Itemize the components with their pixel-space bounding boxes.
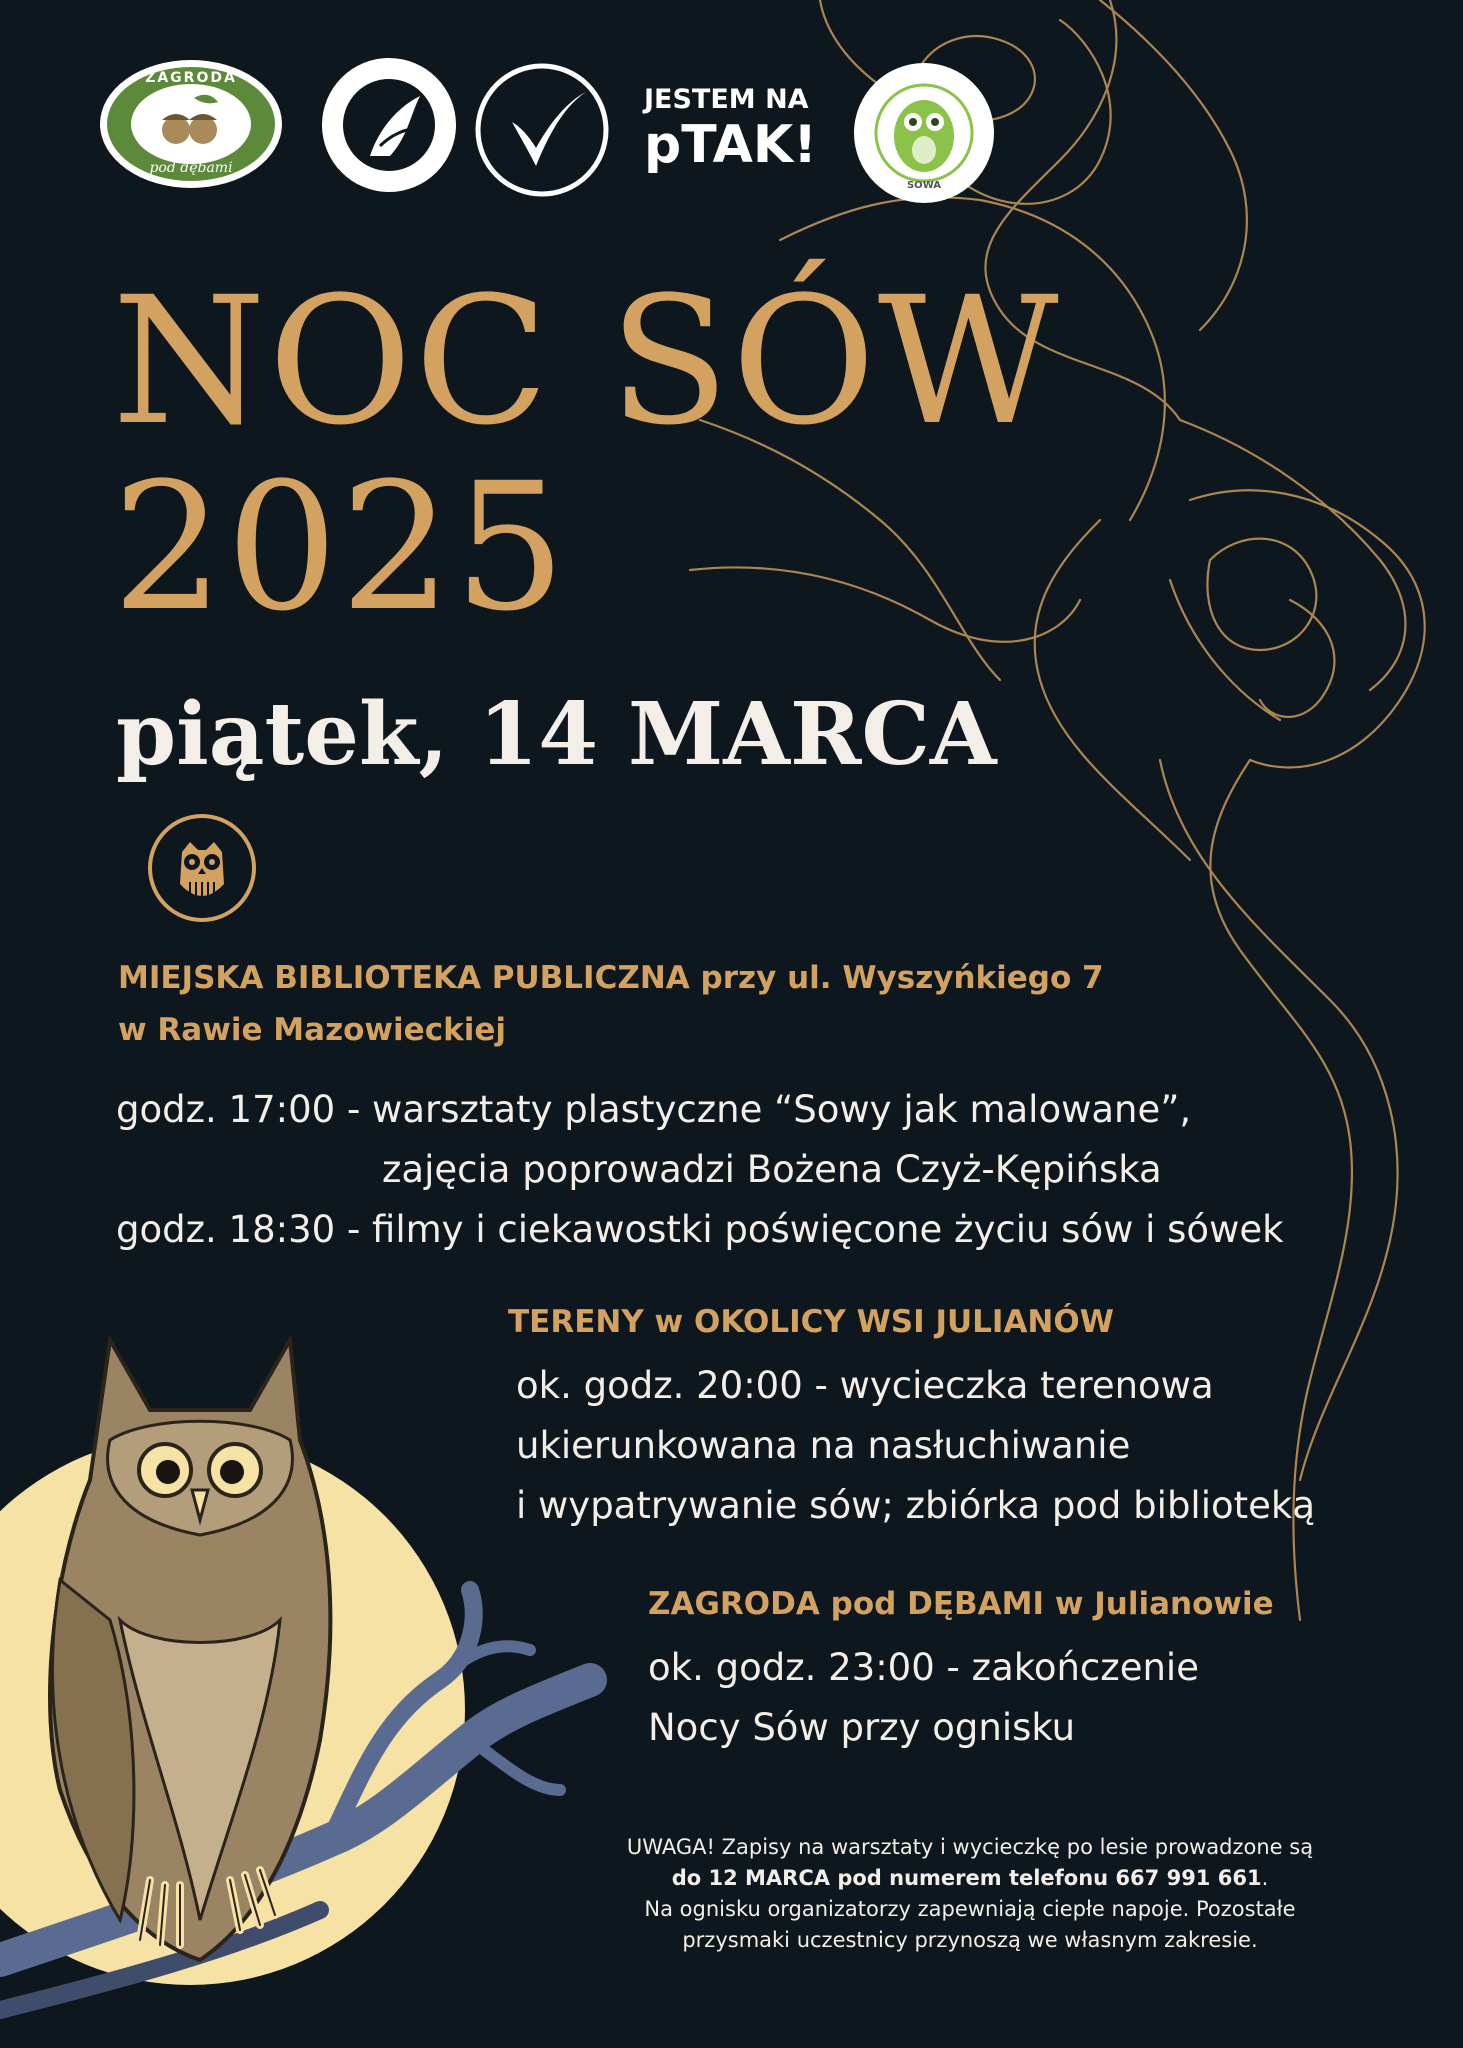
section1-line2: zajęcia poprowadzi Bożena Czyż-Kępińska — [382, 1148, 1162, 1191]
note-line2-end: . — [1261, 1866, 1269, 1890]
zagroda-logo-bottom-text: pod dębami — [149, 160, 233, 176]
ptak-logo-line2: pTAK! — [644, 115, 817, 175]
note-line3: Na ognisku organizatorzy zapewniają ciepłe napoje. Pozostałe — [644, 1897, 1296, 1921]
sowa-logo-bottom-text: SOWA — [906, 180, 942, 191]
title-line2: 2025 — [112, 445, 568, 650]
sowa-logo — [853, 62, 995, 204]
section1-heading-line1: MIEJSKA BIBLIOTEKA PUBLICZNA przy ul. Wyszyńkiego 7 — [118, 960, 1104, 996]
section3-line2: Nocy Sów przy ognisku — [648, 1706, 1076, 1749]
note-line1: UWAGA! Zapisy na warsztaty i wycieczkę po lesie prowadzone są — [626, 1835, 1314, 1859]
ptak-logo-line1: JESTEM NA — [644, 84, 809, 115]
section1-line1: godz. 17:00 - warsztaty plastyczne “Sowy jak malowane”, — [116, 1088, 1192, 1131]
library-logo — [320, 56, 458, 194]
note-line2 — [520, 1863, 1420, 1894]
section2-line2: ukierunkowana na nasłuchiwanie — [516, 1424, 1131, 1467]
note-line2-bold: do 12 MARCA pod numerem telefonu 667 991 661 — [671, 1866, 1262, 1890]
section3-line1: ok. godz. 23:00 - zakończenie — [648, 1646, 1199, 1689]
title-line1: NOC SÓW — [112, 259, 1061, 464]
section3-heading: ZAGRODA pod DĘBAMI w Julianowie — [648, 1586, 1274, 1622]
section1-line3: godz. 18:30 - filmy i ciekawostki poświęcone życiu sów i sówek — [116, 1208, 1284, 1251]
event-date: piątek, 14 MARCA — [116, 684, 997, 785]
section1-heading-line2: w Rawie Mazowieckiej — [118, 1012, 506, 1048]
section2-line1: ok. godz. 20:00 - wycieczka terenowa — [516, 1364, 1214, 1407]
registration-note — [520, 1832, 1420, 1956]
section2-line3: i wypatrywanie sów; zbiórka pod biblioteką — [516, 1484, 1316, 1527]
section2-heading: TERENY w OKOLICY WSI JULIANÓW — [508, 1304, 1114, 1340]
zagroda-logo — [98, 58, 284, 190]
check-logo — [474, 62, 610, 198]
zagroda-logo-top-text: ZAGRODA — [145, 70, 237, 86]
owl-badge-icon — [146, 812, 258, 924]
ptak-logo — [644, 84, 844, 194]
note-line4: przysmaki uczestnicy przynoszą we własnym zakresie. — [682, 1928, 1258, 1952]
